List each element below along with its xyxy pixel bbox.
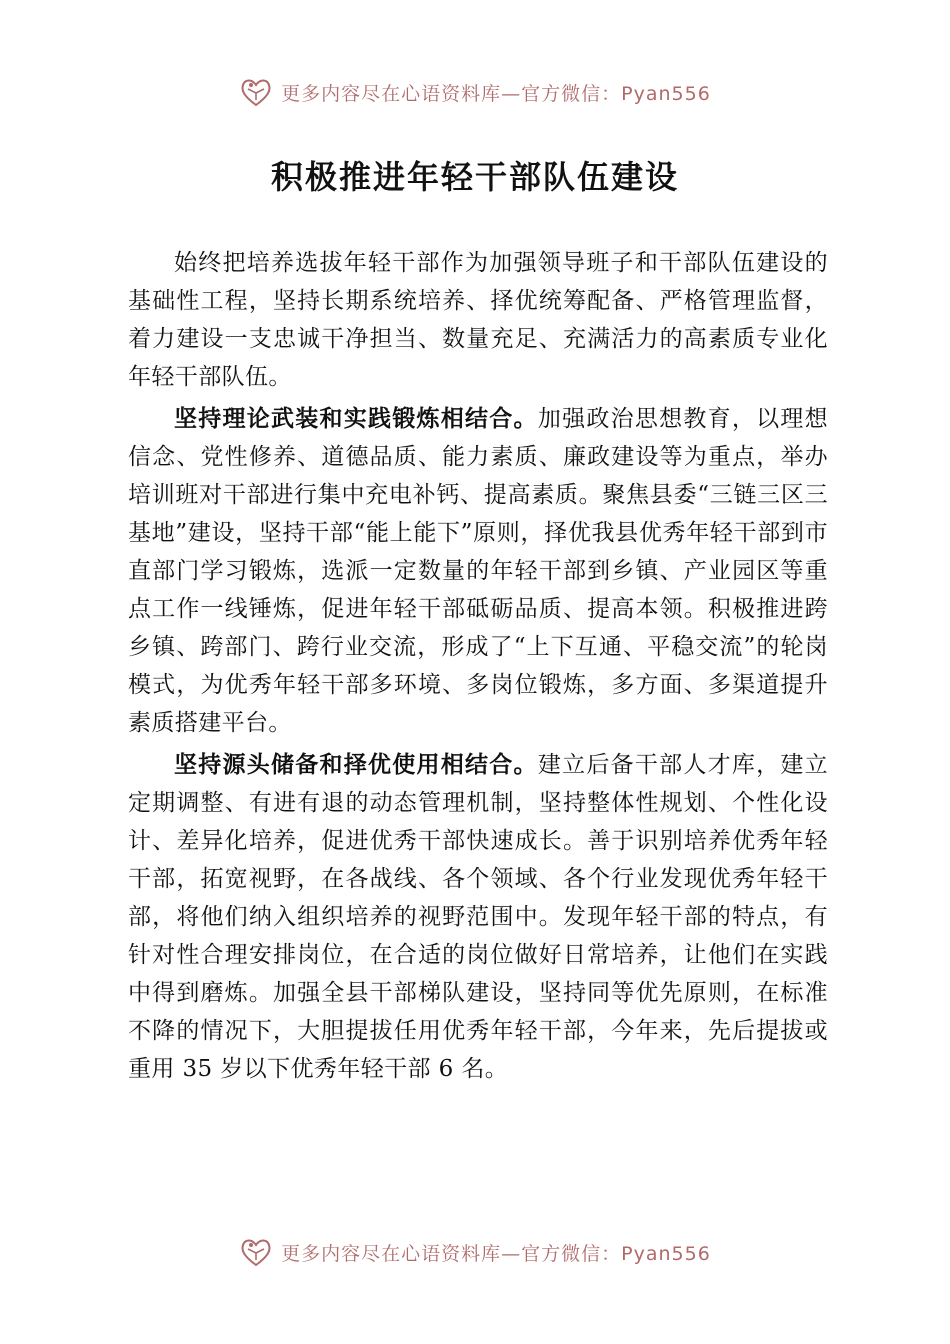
- document-title: 积极推进年轻干部队伍建设: [270, 158, 679, 196]
- watermark-account: Pyan556: [621, 1242, 711, 1265]
- document-body: [128, 244, 828, 1092]
- paragraph-lead: 坚持源头储备和择优使用相结合。: [174, 752, 538, 778]
- watermark-account: Pyan556: [621, 82, 711, 105]
- heart-book-logo-icon: [239, 1235, 273, 1269]
- paragraph-text: 始终把培养选拔年轻干部作为加强领导班子和干部队伍建设的基础性工程，坚持长期系统培养、择优统筹配备、严格管理监督，着力建设一支忠诚干净担当、数量充足、充满活力的高素质专业化年轻干部队伍。: [128, 250, 828, 390]
- heart-book-logo-icon: [239, 75, 273, 109]
- paragraph-intro: [128, 244, 828, 396]
- paragraph-reserve-selection: [128, 746, 828, 1088]
- paragraph-text: 建立后备干部人才库，建立定期调整、有进有退的动态管理机制，坚持整体性规划、个性化设计、差异化培养，促进优秀干部快速成长。善于识别培养优秀年轻干部，拓宽视野，在各战线、各个领域、各个行业发现优秀年轻干部，将他们纳入组织培养的视野范围中。发现年轻干部的特点，有针对性合理安排岗位，在合适的岗位做好日常培养，让他们在实践中得到磨炼。加强全县干部梯队建设，坚持同等优先原则，在标准不降的情况下，大胆提拔任用优秀年轻干部，今年来，先后提拔或重用 35 岁以下优秀年轻干部 6 名。: [128, 752, 828, 1082]
- header-watermark: [0, 72, 950, 112]
- watermark-text: 更多内容尽在心语资料库—官方微信：: [281, 82, 622, 105]
- paragraph-text: 加强政治思想教育，以理想信念、党性修养、道德品质、能力素质、廉政建设等为重点，举办培训班对干部进行集中充电补钙、提高素质。聚焦县委“三链三区三基地”建设，坚持干部“能上能下”原则，择优我县优秀年轻干部到市直部门学习锻炼，选派一定数量的年轻干部到乡镇、产业园区等重点工作一线锤炼，促进年轻干部砥砺品质、提高本领。积极推进跨乡镇、跨部门、跨行业交流，形成了“上下互通、平稳交流”的轮岗模式，为优秀年轻干部多环境、多岗位锻炼，多方面、多渠道提升素质搭建平台。: [128, 406, 828, 736]
- paragraph-theory-practice: [128, 400, 828, 742]
- footer-watermark: [0, 1232, 950, 1272]
- paragraph-lead: 坚持理论武装和实践锻炼相结合。: [174, 406, 538, 432]
- watermark-text: 更多内容尽在心语资料库—官方微信：: [281, 1242, 622, 1265]
